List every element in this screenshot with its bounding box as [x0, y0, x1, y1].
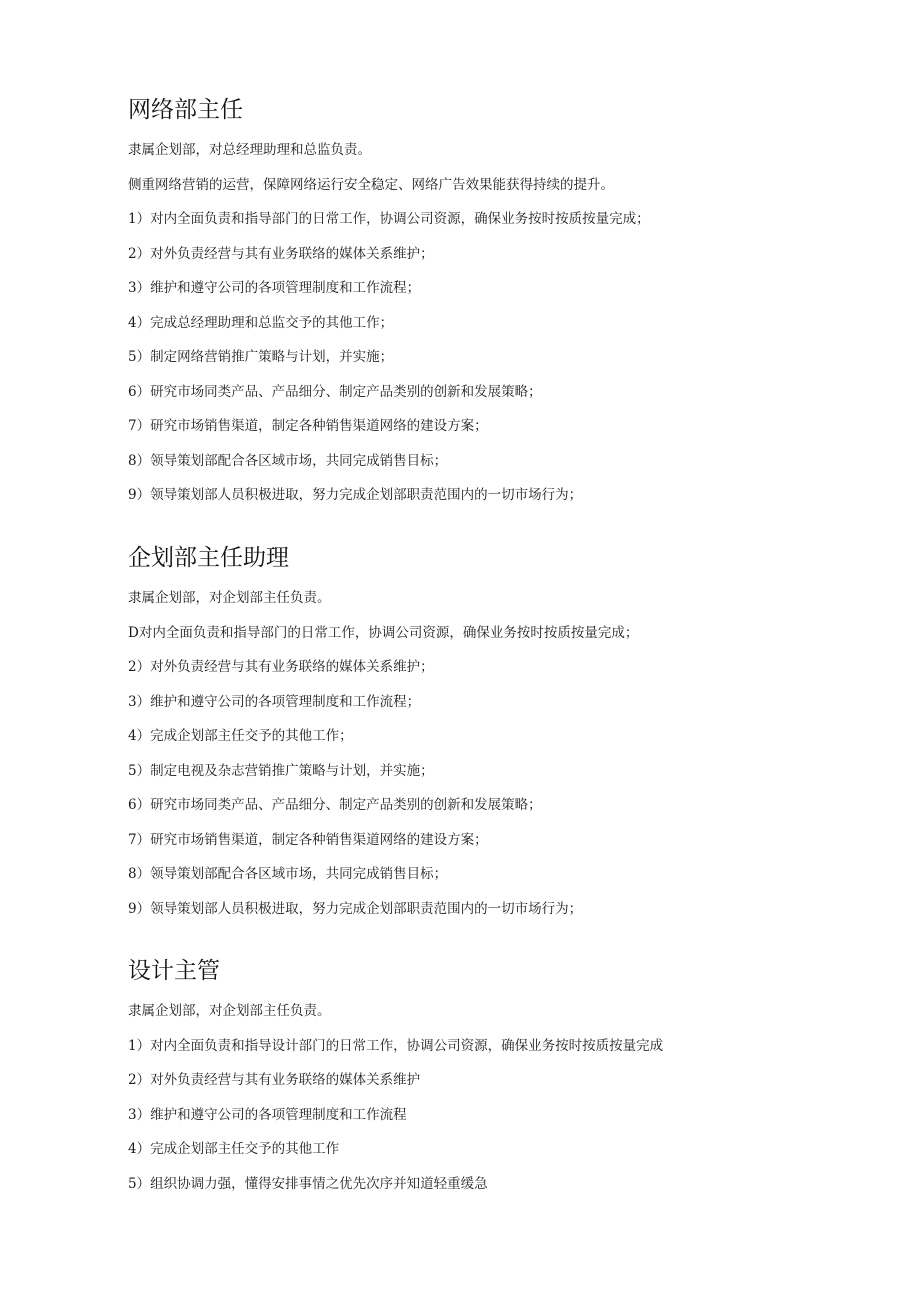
duty-line: D对内全面负责和指导部门的日常工作，协调公司资源，确保业务按时按质按量完成；	[128, 624, 639, 641]
duty-line: 4）完成企划部主任交予的其他工作	[128, 1141, 340, 1157]
duty-line: 1）对内全面负责和指导设计部门的日常工作，协调公司资源，确保业务按时按质按量完成	[128, 1037, 664, 1054]
duty-list	[128, 1001, 828, 1194]
duty-list	[128, 140, 828, 505]
duty-line: 2）对外负责经营与其有业务联络的媒体关系维护；	[128, 245, 434, 262]
duty-line: 隶属企划部，对企划部主任负责。	[128, 590, 331, 606]
duty-line: 2）对外负责经营与其有业务联络的媒体关系维护	[128, 1072, 421, 1088]
duty-line: 3）维护和遵守公司的各项管理制度和工作流程；	[128, 280, 421, 296]
duty-line: 5）制定电视及杂志营销推广策略与计划，并实施；	[128, 762, 434, 779]
duty-line: 3）维护和遵守公司的各项管理制度和工作流程	[128, 1106, 407, 1123]
duty-line: 6）研究市场同类产品、产品细分、制定产品类别的创新和发展策略；	[128, 383, 542, 400]
section-title: 企划部主任助理	[128, 545, 289, 571]
section-planning-director-assistant	[128, 544, 828, 919]
duty-line: 侧重网络营销的运营，保障网络运行安全稳定、网络广告效果能获得持续的提升。	[128, 176, 614, 193]
section-network-director	[128, 96, 828, 505]
duty-list	[128, 588, 828, 919]
duty-line: 7）研究市场销售渠道，制定各种销售渠道网络的建设方案；	[128, 831, 488, 848]
duty-line: 8）领导策划部配合各区域市场，共同完成销售目标；	[128, 866, 448, 882]
duty-line: 1）对内全面负责和指导部门的日常工作，协调公司资源，确保业务按时按质按量完成；	[128, 211, 650, 227]
duty-line: 隶属企划部，对总经理助理和总监负责。	[128, 142, 371, 158]
duty-line: 6）研究市场同类产品、产品细分、制定产品类别的创新和发展策略；	[128, 797, 542, 813]
duty-line: 9）领导策划部人员积极进取，努力完成企划部职责范围内的一切市场行为；	[128, 900, 583, 917]
duty-line: 9）领导策划部人员积极进取，努力完成企划部职责范围内的一切市场行为；	[128, 487, 583, 503]
duty-line: 3）维护和遵守公司的各项管理制度和工作流程；	[128, 693, 421, 710]
duty-line: 5）组织协调力强，懂得安排事情之优先次序并知道轻重缓急	[128, 1175, 488, 1192]
duty-line: 8）领导策划部配合各区域市场，共同完成销售目标；	[128, 452, 448, 469]
duty-line: 5）制定网络营销推广策略与计划，并实施；	[128, 349, 394, 365]
section-title: 设计主管	[128, 958, 220, 984]
section-design-supervisor	[128, 957, 828, 1194]
duty-line: 4）完成企划部主任交予的其他工作；	[128, 728, 353, 744]
duty-line: 4）完成总经理助理和总监交予的其他工作；	[128, 314, 394, 331]
duty-line: 7）研究市场销售渠道，制定各种销售渠道网络的建设方案；	[128, 418, 488, 434]
duty-line: 2）对外负责经营与其有业务联络的媒体关系维护；	[128, 659, 434, 675]
section-title: 网络部主任	[128, 97, 243, 123]
duty-line: 隶属企划部，对企划部主任负责。	[128, 1003, 331, 1019]
